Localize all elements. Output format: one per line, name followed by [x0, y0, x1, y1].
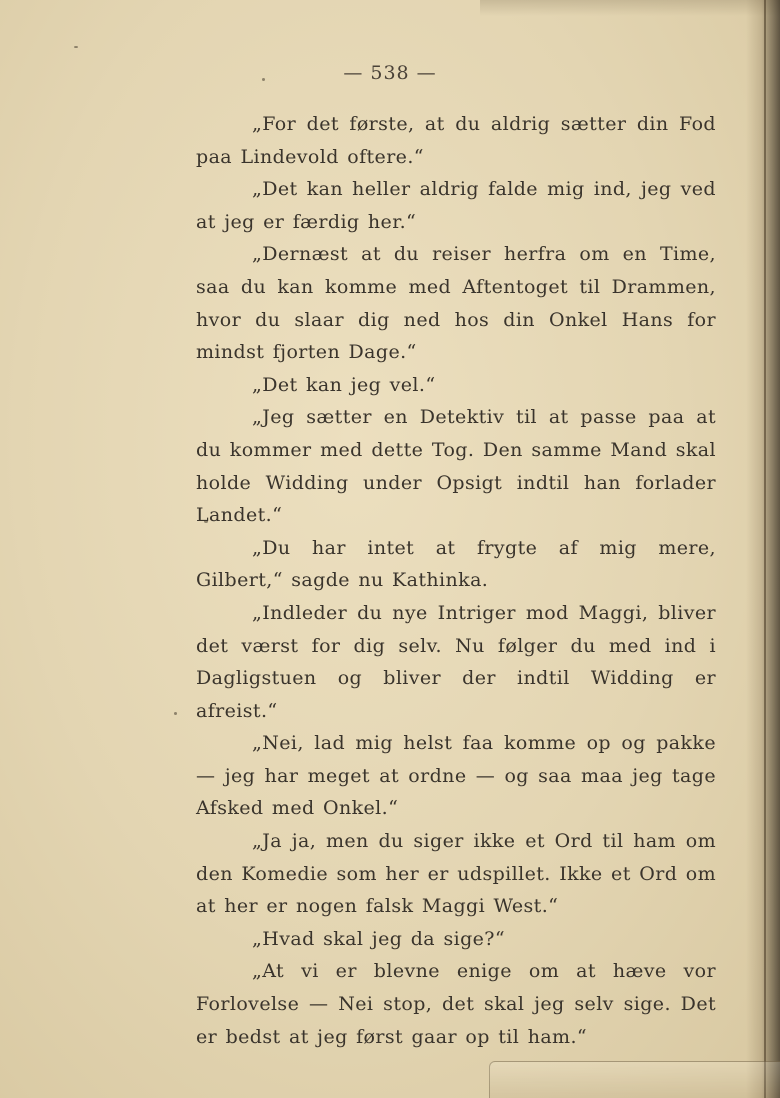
paragraph: „At vi er blevne enige om at hæve vor Forlovelse — Nei stop, det skal jeg selv sige. Det er bedst at jeg først gaar op til ham.“ — [196, 960, 716, 1048]
paragraph: „Det kan heller aldrig falde mig ind, jeg ved at jeg er færdig her.“ — [196, 178, 716, 233]
paper-speck — [174, 712, 177, 715]
paragraph: „Hvad skal jeg da sige?“ — [252, 927, 505, 950]
paragraph: „Nei, lad mig helst faa komme op og pakke — jeg har meget at ordne — og saa maa jeg tage Afsked med Onkel.“ — [196, 732, 716, 820]
paragraph: „Indleder du nye Intriger mod Maggi, bliver det værst for dig selv. Nu følger du med ind i Dagligstuen og bliver der indtil Widding er afreist.“ — [196, 601, 716, 722]
paragraph: „For det første, at du aldrig sætter din Fod paa Lindevold oftere.“ — [196, 113, 716, 168]
paragraph: „Dernæst at du reiser herfra om en Time, saa du kan komme med Aftentoget til Drammen, hvor du slaar dig ned hos din Onkel Hans for mindst fjorten Dage.“ — [196, 243, 716, 364]
binding-edge-shadow — [746, 0, 780, 1098]
page-number: — 538 — — [343, 62, 437, 84]
paragraph: „Ja ja, men du siger ikke et Ord til ham om den Komedie som her er udspillet. Ikke et Ord om at her er nogen falsk Maggi West.“ — [196, 830, 716, 918]
page-edge-line — [764, 0, 766, 1098]
paragraph: „Du har intet at frygte af mig mere, Gilbert,“ sagde nu Kathinka. — [196, 536, 716, 592]
page-corner-fold — [489, 1061, 780, 1098]
paragraph: „Jeg sætter en Detektiv til at passe paa at du kommer med dette Tog. Den samme Mand skal holde Widding under Opsigt indtil han forlader Landet.“ — [196, 406, 716, 527]
paper-speck — [74, 46, 78, 48]
top-edge-shadow — [480, 0, 780, 16]
body-text — [196, 108, 716, 1053]
paragraph: „Det kan jeg vel.“ — [252, 373, 436, 396]
